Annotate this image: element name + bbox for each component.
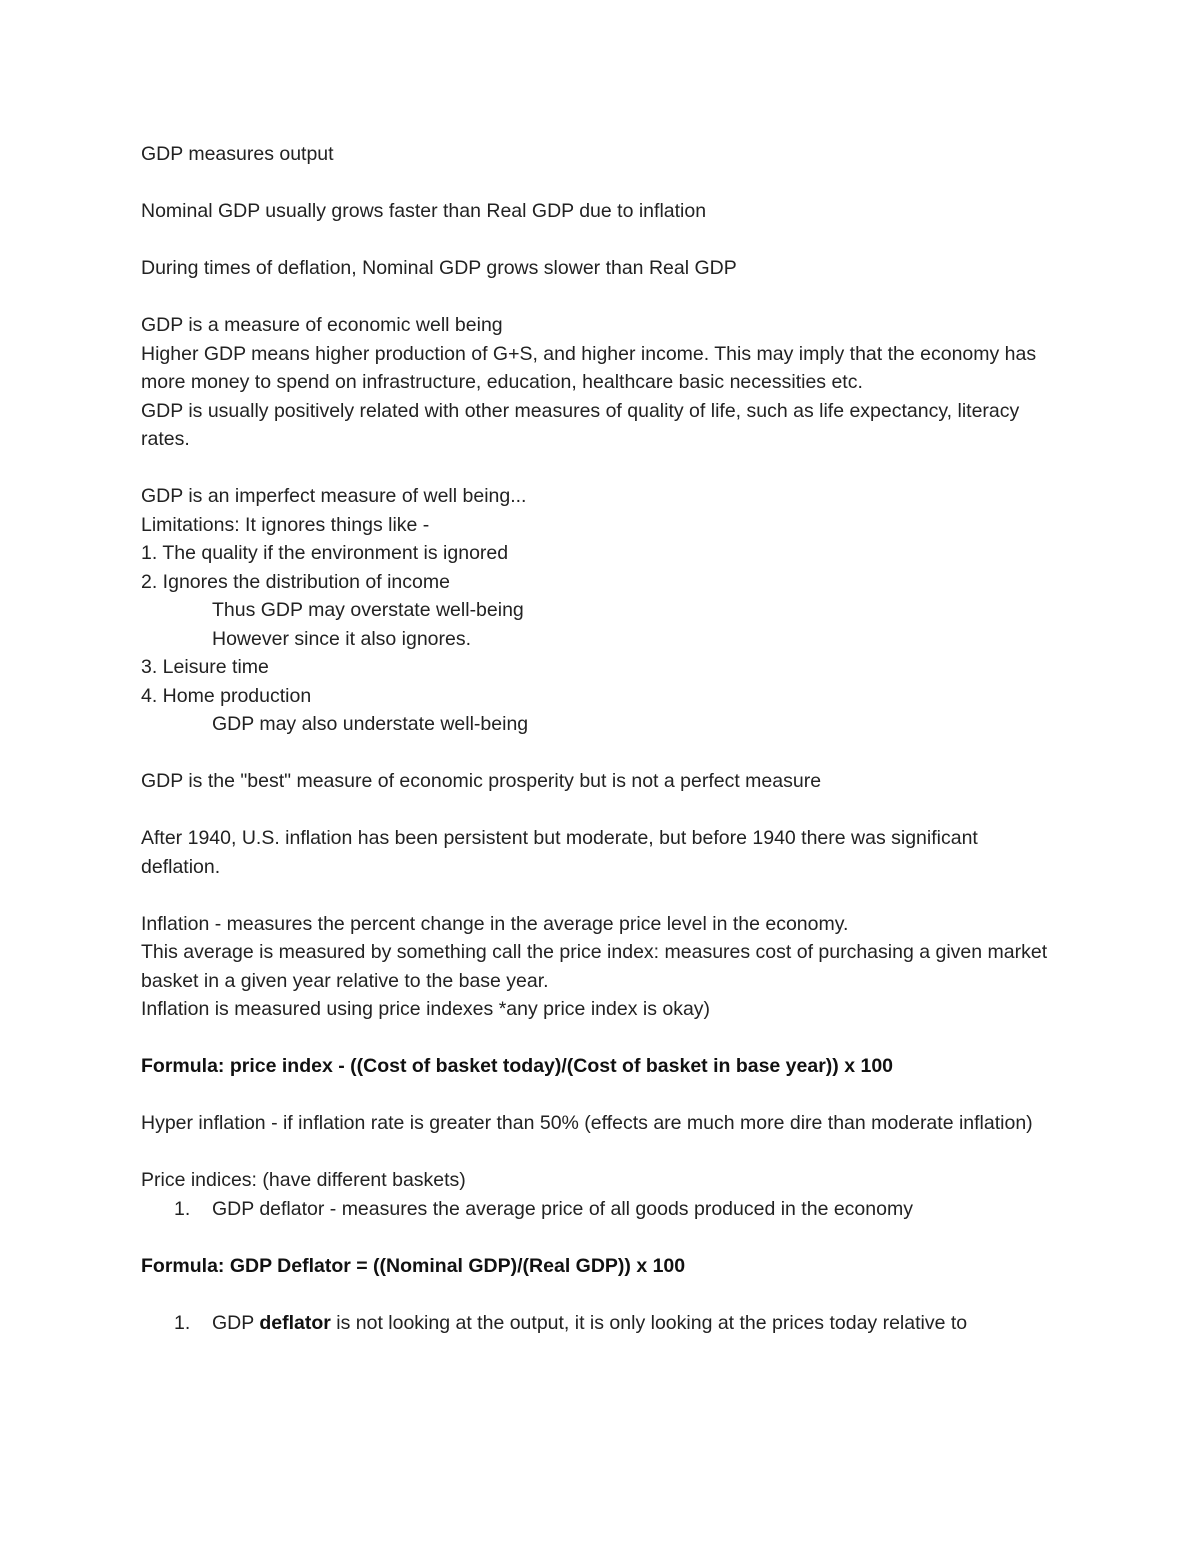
paragraph: GDP is usually positively related with other measures of quality of life, such as life expectancy, literacy rates. [141, 399, 1020, 450]
sub-list-item: Thus GDP may overstate well-being [212, 599, 524, 621]
paragraph: Inflation - measures the percent change in the average price level in the economy. [141, 912, 849, 935]
paragraph: Inflation is measured using price indexes *any price index is okay) [141, 998, 711, 1020]
paragraph: This average is measured by something call the price index: measures cost of purchasing a given market basket in a given year relative to the base year. [141, 941, 1048, 992]
paragraph: After 1940, U.S. inflation has been persistent but moderate, but before 1940 there was significant deflation. [141, 827, 978, 878]
paragraph: GDP is the "best" measure of economic prosperity but is not a perfect measure [141, 770, 822, 792]
paragraph: During times of deflation, Nominal GDP grows slower than Real GDP [141, 257, 737, 279]
formula-gdp-deflator: Formula: GDP Deflator = ((Nominal GDP)/(Real GDP)) x 100 [141, 1254, 686, 1277]
paragraph: Price indices: (have different baskets) [141, 1169, 466, 1191]
list-item-text-end: is not looking at the output, it is only looking at the prices today relative to [330, 1311, 968, 1334]
paragraph: Hyper inflation - if inflation rate is greater than 50% (effects are much more dire than moderate inflation) [141, 1112, 1033, 1134]
paragraph: GDP is a measure of economic well being [141, 314, 503, 336]
ordered-list-item [141, 1309, 1061, 1338]
paragraph: Limitations: It ignores things like - [141, 513, 430, 536]
list-number: 1. [174, 1311, 191, 1334]
paragraph: Higher GDP means higher production of G+S, and higher income. This may imply that the economy has more money to spend on infrastructure, education, healthcare basic necessities etc. [141, 342, 1037, 393]
sub-list-item: GDP may also understate well-being [212, 713, 529, 735]
list-item: 4. Home production [141, 684, 312, 707]
bold-term: deflator [259, 1311, 331, 1334]
list-item: 1. The quality if the environment is ignored [141, 542, 509, 564]
paragraph: Nominal GDP usually grows faster than Real GDP due to inflation [141, 200, 707, 222]
list-item-text-start: GDP [212, 1311, 260, 1334]
list-item-text: GDP deflator - measures the average price of all goods produced in the economy [212, 1197, 913, 1220]
paragraph: GDP measures output [141, 143, 334, 165]
formula-price-index: Formula: price index - ((Cost of basket today)/(Cost of basket in base year)) x 100 [141, 1055, 894, 1077]
list-item: 2. Ignores the distribution of income [141, 570, 450, 593]
list-number: 1. [174, 1197, 191, 1220]
sub-list-item: However since it also ignores. [212, 627, 472, 650]
paragraph: GDP is an imperfect measure of well being... [141, 485, 527, 507]
document-body [141, 140, 1061, 1337]
list-item: 3. Leisure time [141, 656, 269, 678]
ordered-list-item [141, 1195, 1061, 1224]
